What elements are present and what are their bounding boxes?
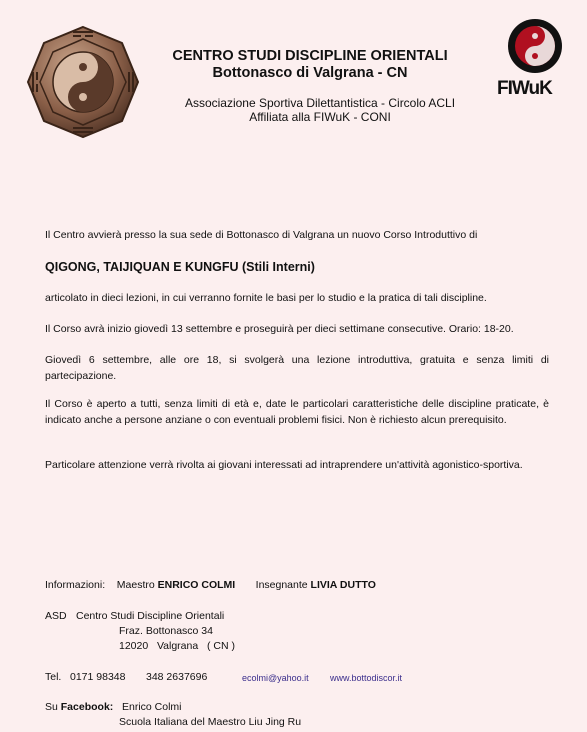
email-link[interactable]: ecolmi@yahoo.it (242, 673, 309, 683)
teacher-name: LIVIA DUTTO (310, 579, 376, 591)
bagua-logo (26, 25, 140, 139)
facebook-line: Su Facebook: (45, 701, 114, 713)
fiwuk-logo-icon (507, 18, 563, 74)
fiwuk-logo-text: FIWuK (497, 78, 552, 99)
facebook-name[interactable]: Enrico Colmi (122, 701, 182, 713)
course-title: QIGONG, TAIJIQUAN E KUNGFU (Stili Interni) (45, 260, 315, 274)
tel-2: 348 2637696 (146, 671, 208, 683)
org-name: Centro Studi Discipline Orientali (76, 610, 225, 622)
paragraph-intro-lesson: Giovedì 6 settembre, alle ore 18, si svolgerà una lezione introduttiva, gratuita e senza limiti di partecipazione. (45, 354, 549, 382)
intro-text: Il Centro avvierà presso la sua sede di Bottonasco di Valgrana un nuovo Corso Introduttivo di (45, 229, 478, 241)
paragraph-lessons: articolato in dieci lezioni, in cui verranno fornite le basi per lo studio e la pratica di tali discipline. (45, 292, 487, 304)
facebook-school: Scuola Italiana del Maestro Liu Jing Ru (119, 716, 302, 728)
tel-label: Tel. (45, 671, 62, 683)
address-line-1: Fraz. Bottonasco 34 (119, 625, 213, 637)
maestro-name: ENRICO COLMI (157, 579, 236, 591)
affiliation-line: Affiliata alla FIWuK - CONI (249, 110, 391, 124)
address-line-2: 12020 Valgrana ( CN ) (119, 640, 235, 652)
website-link[interactable]: www.bottodiscor.it (330, 673, 403, 683)
tel-1: 0171 98348 (70, 671, 126, 683)
association-line: Associazione Sportiva Dilettantistica - Circolo ACLI (184, 96, 456, 110)
paragraph-open: Il Corso è aperto a tutti, senza limiti di età e, date le particolari caratteristiche delle discipline praticate, è indicato anche a persone anziane o con eventuali problemi fisici. Non è richiesto alcun prerequisito. (45, 398, 549, 426)
center-location: Bottonasco di Valgrana - CN (212, 65, 408, 81)
paragraph-attention: Particolare attenzione verrà rivolta ai giovani interessati ad intraprendere un'attività agonistico-sportiva. (45, 459, 523, 471)
paragraph-start: Il Corso avrà inizio giovedì 13 settembre e proseguirà per dieci settimane consecutive. Orario: 18-20. (45, 323, 514, 335)
center-title: CENTRO STUDI DISCIPLINE ORIENTALI (172, 48, 448, 64)
info-line: Informazioni: Maestro ENRICO COLMI Insegnante LIVIA DUTTO (45, 579, 376, 591)
asd-label: ASD (45, 610, 67, 622)
